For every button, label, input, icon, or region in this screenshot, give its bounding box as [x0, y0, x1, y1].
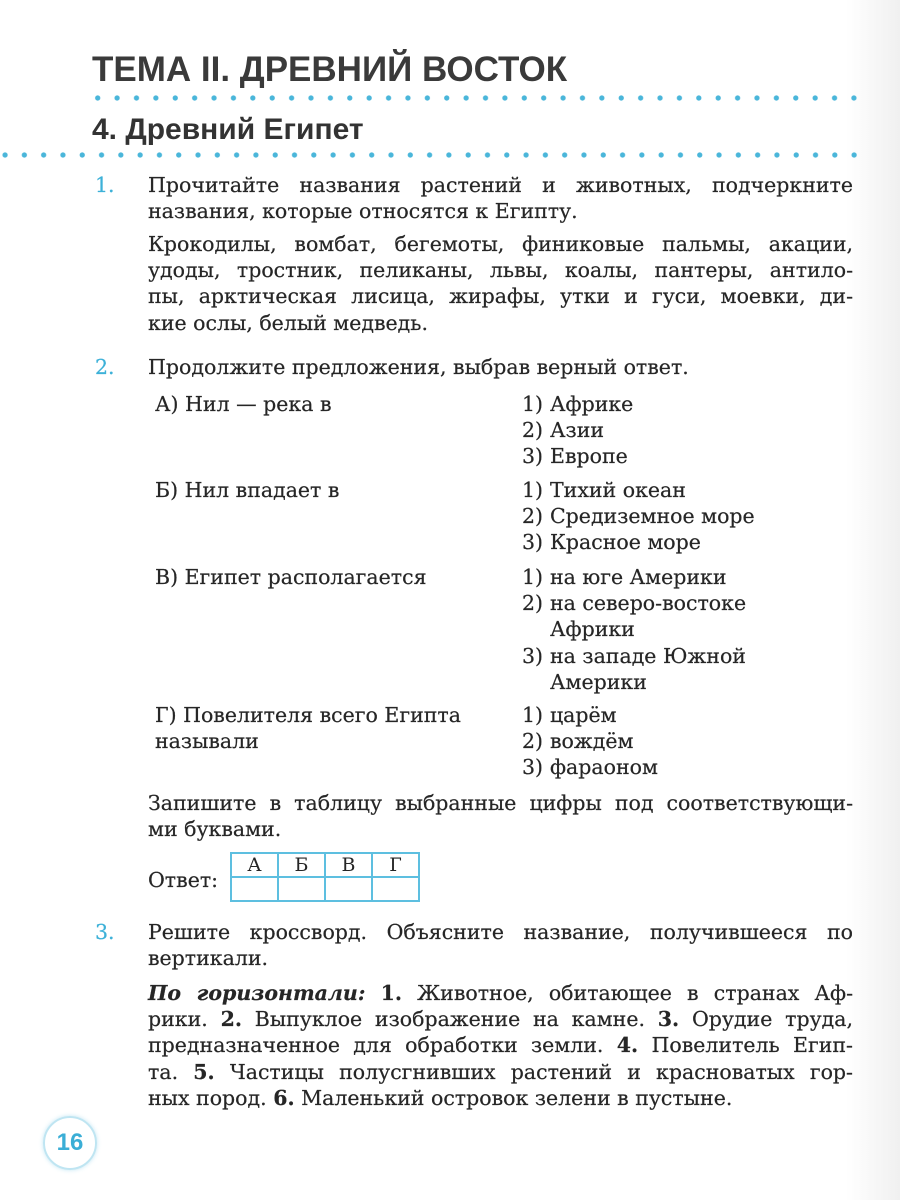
- option-text: [550, 564, 857, 590]
- answer-cell-g[interactable]: [373, 878, 420, 902]
- clue-number: 5.: [193, 1059, 215, 1084]
- dotted-divider: [88, 94, 864, 102]
- question-a-stem: [155, 391, 510, 417]
- option-text: [550, 417, 857, 443]
- instruction-line: Запишите в таблицу выбранные цифры под соответствующи-: [148, 791, 853, 815]
- option-line: на западе Южной: [550, 643, 746, 668]
- stem-line: называли: [155, 729, 259, 754]
- option-text: [550, 754, 857, 780]
- option-3: [522, 754, 857, 780]
- word-list-line: удоды, тростник, пеликаны, львы, коалы, пантеры, антило-: [148, 258, 853, 283]
- instruction-line: вертикали.: [148, 946, 269, 971]
- option-2: [522, 417, 857, 443]
- clue-text: Выпуклое изображение на камне.: [254, 1007, 645, 1032]
- option-line: царём: [550, 703, 617, 727]
- option-text: [550, 643, 857, 695]
- option-line: Африки: [550, 617, 635, 642]
- task-1-word-list: [148, 231, 853, 336]
- clue-line: [148, 1059, 853, 1085]
- task-1-number: 1.: [95, 173, 115, 197]
- stem-line: Г) Повелителя всего Египта: [155, 703, 461, 727]
- option-1: [522, 391, 857, 417]
- clue-number: 3.: [657, 1007, 680, 1032]
- page-number: 16: [43, 1116, 97, 1170]
- answer-header-v: В: [326, 854, 373, 878]
- answer-cell-v[interactable]: [326, 878, 373, 902]
- option-line: Америки: [550, 669, 647, 694]
- task-1-instruction: [148, 172, 853, 224]
- option-marker: 3): [522, 530, 544, 555]
- word-list-line: Крокодилы, вомбат, бегемоты, финиковые пальмы, акации,: [148, 232, 853, 256]
- option-marker: 1): [522, 392, 544, 416]
- option-text: [550, 728, 857, 754]
- option-line: Средиземное море: [550, 504, 755, 529]
- option-1: [522, 702, 857, 728]
- question-g-stem: [155, 702, 510, 754]
- option-1: [522, 477, 857, 503]
- question-a-options: [522, 391, 857, 470]
- clue-line: [148, 980, 853, 1006]
- answer-cell-b[interactable]: [279, 878, 326, 902]
- option-marker: 1): [522, 703, 544, 727]
- option-text: [550, 529, 857, 555]
- option-marker: 2): [522, 729, 544, 754]
- option-3: [522, 643, 857, 695]
- question-g-options: [522, 702, 857, 781]
- clue-text: ных пород.: [148, 1085, 267, 1110]
- option-3: [522, 529, 857, 555]
- option-line: Азии: [550, 418, 605, 443]
- option-marker: 1): [522, 565, 544, 589]
- instruction-line: названия, которые относятся к Египту.: [148, 199, 578, 224]
- option-line: Тихий океан: [550, 478, 686, 502]
- clue-text: Повелитель Егип-: [651, 1033, 853, 1058]
- option-marker: 3): [522, 444, 544, 469]
- option-marker: 3): [522, 643, 544, 668]
- task-3-number: 3.: [95, 920, 115, 944]
- clue-text: та.: [148, 1059, 179, 1084]
- clue-line: [148, 1085, 853, 1111]
- task-3-instruction: [148, 919, 853, 971]
- stem-line: А) Нил — река в: [155, 392, 332, 416]
- option-marker: 2): [522, 504, 544, 529]
- question-v-stem: [155, 564, 510, 590]
- answer-header-a: А: [232, 854, 279, 878]
- clue-text: рики.: [148, 1007, 208, 1032]
- clue-number: 6.: [273, 1085, 295, 1110]
- option-marker: 2): [522, 591, 544, 616]
- option-line: Европе: [550, 444, 628, 469]
- option-line: Красное море: [550, 530, 701, 555]
- instruction-line: Продолжите предложения, выбрав верный ответ.: [148, 355, 689, 379]
- option-text: [550, 702, 857, 728]
- option-line: Африке: [550, 392, 634, 416]
- answer-header-b: Б: [279, 854, 326, 878]
- clue-heading: По горизонтали:: [148, 981, 366, 1005]
- stem-line: Б) Нил впадает в: [155, 478, 340, 502]
- clue-text: Животное, обитающее в странах Аф-: [417, 981, 853, 1005]
- instruction-line: Прочитайте названия растений и животных, подчеркните: [148, 173, 853, 197]
- clue-number: 2.: [220, 1007, 242, 1032]
- option-text: [550, 391, 857, 417]
- answer-cell-a[interactable]: [232, 878, 279, 902]
- instruction-line: Решите кроссворд. Объясните название, получившееся по: [148, 920, 853, 944]
- table-instruction: [148, 790, 853, 842]
- crossword-clues: [148, 980, 853, 1111]
- option-line: фараоном: [550, 755, 658, 780]
- clue-number: 1.: [380, 981, 402, 1005]
- dotted-divider: [0, 151, 866, 159]
- option-2: [522, 503, 857, 529]
- question-b-options: [522, 477, 857, 556]
- option-3: [522, 443, 857, 469]
- option-line: на северо-востоке: [550, 591, 747, 616]
- clue-text: Частицы полусгнивших растений и красноватых гор-: [229, 1059, 853, 1084]
- option-line: на юге Америки: [550, 565, 727, 589]
- option-2: [522, 728, 857, 754]
- word-list-line: кие ослы, белый медведь.: [148, 310, 428, 335]
- option-line: вождём: [550, 729, 634, 754]
- option-marker: 2): [522, 418, 544, 443]
- option-marker: 3): [522, 755, 544, 780]
- word-list-line: пы, арктическая лисица, жирафы, утки и гуси, моевки, ди-: [148, 284, 853, 309]
- answer-label: Ответ:: [148, 868, 219, 892]
- clue-line: [148, 1006, 853, 1032]
- option-text: [550, 443, 857, 469]
- answer-header-g: Г: [373, 854, 420, 878]
- option-text: [550, 477, 857, 503]
- answer-table: [230, 852, 420, 902]
- question-b-stem: [155, 477, 510, 503]
- option-2: [522, 590, 857, 642]
- clue-number: 4.: [616, 1033, 639, 1058]
- option-1: [522, 564, 857, 590]
- stem-line: В) Египет располагается: [155, 565, 427, 589]
- option-marker: 1): [522, 478, 544, 502]
- theme-title: ТЕМА II. ДРЕВНИЙ ВОСТОК: [92, 50, 568, 89]
- clue-text: Маленький островок зелени в пустыне.: [301, 1085, 733, 1110]
- clue-line: [148, 1032, 853, 1058]
- option-text: [550, 590, 857, 642]
- clue-text: Орудие труда,: [691, 1007, 853, 1032]
- instruction-line: ми буквами.: [148, 817, 282, 842]
- question-v-options: [522, 564, 857, 695]
- task-2-number: 2.: [95, 355, 115, 379]
- lesson-title: 4. Древний Египет: [92, 113, 364, 146]
- option-text: [550, 503, 857, 529]
- clue-text: предназначенное для обработки земли.: [148, 1033, 604, 1058]
- task-2-instruction: [148, 354, 853, 380]
